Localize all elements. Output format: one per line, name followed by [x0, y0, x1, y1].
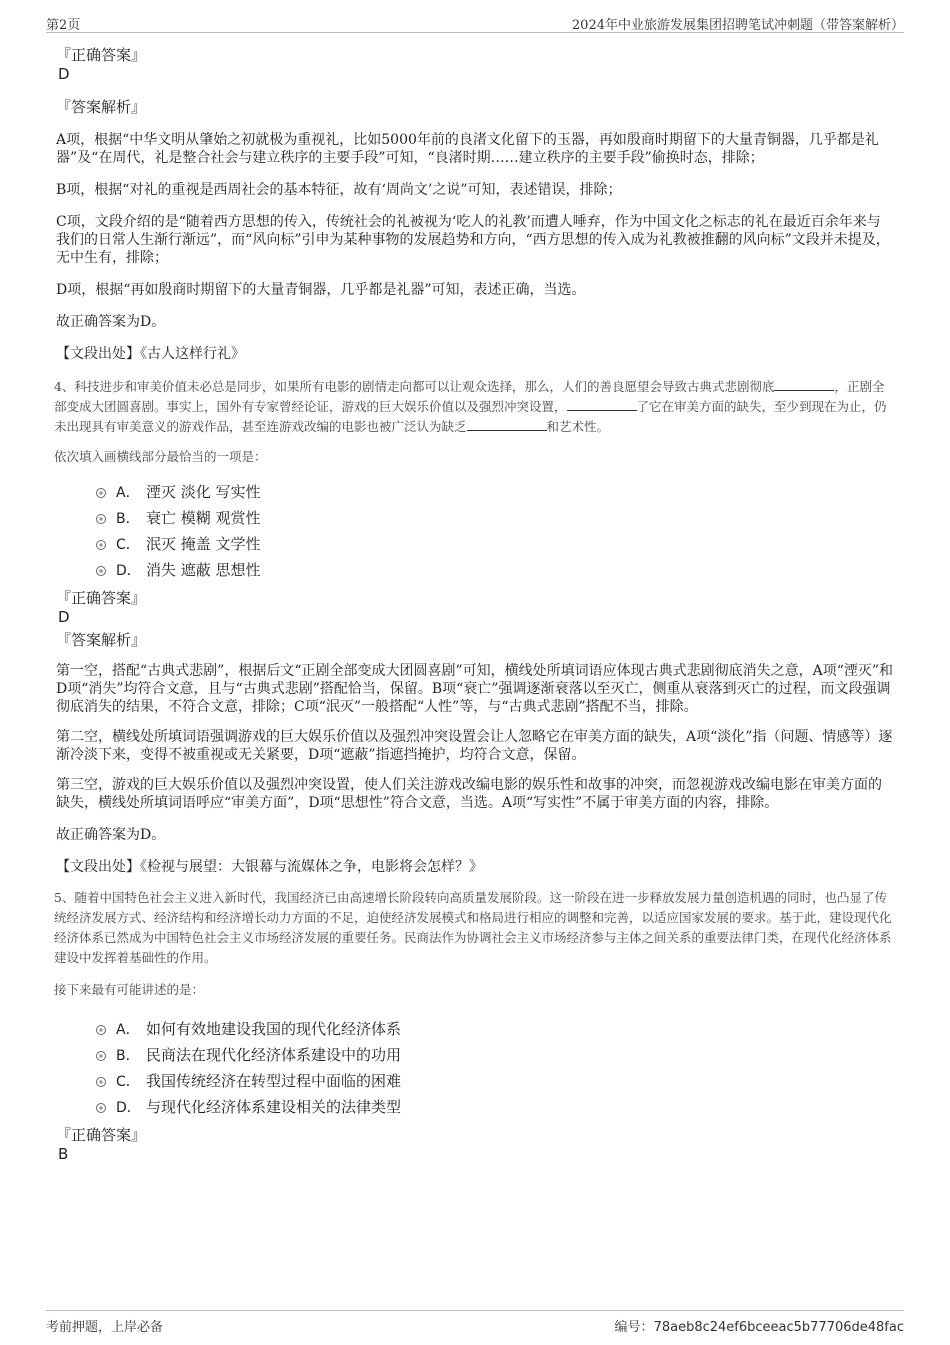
option-text: 消失 遮蔽 思想性 — [146, 561, 261, 579]
option-text: 湮灭 淡化 写实性 — [146, 483, 261, 501]
q4-analysis-1: 第一空，搭配“古典式悲剧”，根据后文“正剧全部变成大团圆喜剧”可知，横线处所填词语应体现古典式悲剧彻底消失之意，A项“湮灭”和D项“消失”均符合文意，且与“古典式悲剧”搭配恰当，保留。B项“衰亡”强调逐渐衰落以至灭亡，侧重从衰落到灭亡的过程，而文段强调彻底消失的结果，不符合文意，排除；C项“泯灭”一般搭配“人性”等，与“古典式悲剧”搭配不当，排除。 — [56, 663, 894, 715]
q4-stem-part-1: 4、科技进步和审美价值未必总是同步，如果所有电影的剧情走向都可以让观众选择，那么，人们的善良愿望会导致古典式悲剧彻底 — [54, 379, 775, 394]
page-header — [46, 12, 904, 33]
option-text: 如何有效地建设我国的现代化经济体系 — [146, 1020, 402, 1038]
option-letter: A． — [116, 485, 140, 501]
option-letter: B． — [116, 1048, 140, 1064]
q4-stem — [54, 377, 894, 437]
q4-option-d[interactable] — [96, 557, 894, 583]
q3-conclusion: 故正确答案为D。 — [56, 314, 166, 330]
option-text: 我国传统经济在转型过程中面临的困难 — [146, 1072, 402, 1090]
q5-option-d[interactable] — [96, 1094, 894, 1120]
q3-analysis-label: 『答案解析』 — [56, 98, 147, 116]
option-letter: D． — [116, 1100, 141, 1116]
q4-answer-label: 『正确答案』 — [56, 589, 147, 607]
q4-blank-2 — [567, 398, 637, 411]
option-text: 民商法在现代化经济体系建设中的功用 — [146, 1046, 402, 1064]
q3-analysis-d: D项，根据“再如殷商时期留下的大量青铜器，几乎都是礼器”可知，表述正确，当选。 — [56, 282, 586, 298]
q3-analysis-a: A项，根据“中华文明从肇始之初就极为重视礼，比如5000年前的良渚文化留下的玉器，再如殷商时期留下的大量青铜器，几乎都是礼器”及“在周代，礼是整合社会与建立秩序的主要手段”可知，“良渚时期……建立秩序的主要手段”偷换时态，排除； — [56, 132, 879, 166]
option-letter: C． — [116, 537, 140, 553]
q5-answer-label: 『正确答案』 — [56, 1126, 147, 1144]
radio-icon[interactable] — [96, 540, 106, 550]
q5-option-c[interactable] — [96, 1068, 894, 1094]
q4-stem-part-4: 和艺术性。 — [546, 419, 610, 434]
q4-answer: D — [58, 608, 70, 626]
footer-slogan: 考前押题，上岸必备 — [46, 1320, 164, 1335]
q5-option-a[interactable] — [96, 1016, 894, 1042]
option-text: 与现代化经济体系建设相关的法律类型 — [146, 1098, 402, 1116]
option-letter: D． — [116, 563, 141, 579]
page-content — [56, 46, 894, 1164]
q3-analysis-c: C项，文段介绍的是“随着西方思想的传入，传统社会的礼被视为‘吃人的礼教’而遭人唾弃，作为中国文化之标志的礼在最近百余年来与我们的日常人生渐行渐远”，而“风向标”引申为某种事物的发展趋势和方向，“西方思想的传入成为礼教被推翻的风向标”文段并未提及，无中生有，排除； — [56, 214, 890, 266]
q4-conclusion: 故正确答案为D。 — [56, 827, 166, 843]
radio-icon[interactable] — [96, 488, 106, 498]
q4-stem-part-2: ，正剧全部变成大团圆喜剧。事实上，国外有专家曾经论证，游戏的巨大娱乐价值以及强烈冲突设置， — [54, 379, 885, 414]
q4-stem-part-3: 了它在审美方面的缺失，至少到现在为止，仍未出现具有审美意义的游戏作品，甚至连游戏改编的电影也被广泛认为缺乏 — [54, 399, 887, 434]
q3-source: 【文段出处】《古人这样行礼》 — [56, 346, 245, 362]
q4-blank-3 — [467, 418, 547, 431]
radio-icon[interactable] — [96, 1051, 106, 1061]
radio-icon[interactable] — [96, 1077, 106, 1087]
q4-option-c[interactable] — [96, 531, 894, 557]
footer-code — [615, 1316, 904, 1335]
q4-analysis-label: 『答案解析』 — [56, 631, 147, 649]
q5-prompt: 接下来最有可能讲述的是： — [54, 982, 205, 997]
q3-analysis-b: B项，根据“对礼的重视是西周社会的基本特征，故有‘周尚文’之说”可知，表述错误，排除； — [56, 182, 622, 198]
q5-stem: 5、随着中国特色社会主义进入新时代，我国经济已由高速增长阶段转向高质量发展阶段。这一阶段在进一步释放发展力量创造机遇的同时，也凸显了传统经济发展方式、经济结构和经济增长动力方面的不足，迫使经济发展模式和格局进行相应的调整和完善，以适应国家发展的要求。基于此，建设现代化经济体系已然成为中国特色社会主义市场经济发展的重要任务。民商法作为协调社会主义市场经济参与主体之间关系的重要法律门类，在现代化经济体系建设中发挥着基础性的作用。 — [54, 890, 892, 965]
q4-source: 【文段出处】《检视与展望：大银幕与流媒体之争，电影将会怎样？》 — [56, 859, 483, 875]
q5-options — [96, 1016, 894, 1120]
q4-prompt: 依次填入画横线部分最恰当的一项是： — [54, 449, 267, 464]
q4-option-b[interactable] — [96, 505, 894, 531]
q5-answer: B — [58, 1145, 69, 1163]
radio-icon[interactable] — [96, 566, 106, 576]
q4-blank-1 — [774, 378, 834, 391]
page-footer — [46, 1310, 904, 1337]
radio-icon[interactable] — [96, 1025, 106, 1035]
radio-icon[interactable] — [96, 1103, 106, 1113]
footer-code-label: 编号： — [614, 1320, 654, 1335]
option-text: 泯灭 掩盖 文学性 — [146, 535, 261, 553]
radio-icon[interactable] — [96, 514, 106, 524]
q4-options — [96, 479, 894, 583]
option-letter: B． — [116, 511, 140, 527]
q5-option-b[interactable] — [96, 1042, 894, 1068]
q4-option-a[interactable] — [96, 479, 894, 505]
page-number: 第2页 — [46, 18, 81, 33]
option-letter: A． — [116, 1022, 140, 1038]
q4-analysis-2: 第二空，横线处所填词语强调游戏的巨大娱乐价值以及强烈冲突设置会让人忽略它在审美方面的缺失，A项“淡化”指（问题、情感等）逐渐冷淡下来，变得不被重视或无关紧要，D项“遮蔽”指遮挡掩护，均符合文意，保留。 — [56, 729, 893, 763]
option-letter: C． — [116, 1074, 140, 1090]
q3-answer-label: 『正确答案』 — [56, 46, 147, 64]
footer-code-value: 78aeb8c24ef6bceeac5b77706de48fac — [653, 1320, 904, 1335]
option-text: 衰亡 模糊 观赏性 — [146, 509, 261, 527]
q4-analysis-3: 第三空，游戏的巨大娱乐价值以及强烈冲突设置，使人们关注游戏改编电影的娱乐性和故事的冲突，而忽视游戏改编电影在审美方面的缺失，横线处所填词语呼应“审美方面”，D项“思想性”符合文意，当选。A项“写实性”不属于审美方面的内容，排除。 — [56, 777, 882, 811]
q3-answer: D — [58, 65, 70, 83]
document-title: 2024年中业旅游发展集团招聘笔试冲刺题（带答案解析） — [571, 18, 904, 33]
